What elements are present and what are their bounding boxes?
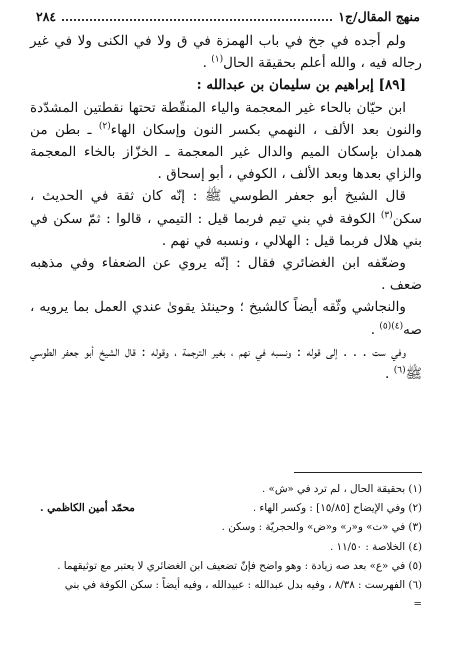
footnote-5: (٥) في «ع» بعد صه زيادة : وهو واضح فإنّ تضعيف ابن الغضائري لا يعتبر مع توثيقهما . xyxy=(57,559,422,572)
main-text xyxy=(30,30,422,385)
footnote-2 xyxy=(30,499,422,518)
running-title: منهج المقال/ج١ xyxy=(338,8,420,24)
footnote-ref-6: (٦) xyxy=(393,365,406,376)
footnote-ref-1: (١) xyxy=(211,54,224,65)
footnote-ref-4-5: (٤)(٥) xyxy=(379,321,404,332)
paragraph-7-text: وفي ست . . . إلى قوله : ونسبه في نهم ، بغير الترجمة ، وقوله : قال الشيخ أبو جعفر الطوسي ﷺ xyxy=(30,343,422,383)
footnote-2-author: محمّد أمين الكاظمي . xyxy=(40,502,135,515)
page-number: ٢٨٤ xyxy=(36,8,57,24)
paragraph-4-text-a: قال الشيخ أبو جعفر الطوسي ﷺ : إنّه كان ثقة في الحديث ، سكن xyxy=(30,188,422,227)
entry-heading: [٨٩] إبراهيم بن سليمان بن عبدالله : xyxy=(196,77,406,94)
footnote-6: (٦) الفهرست : ٨/٣٨ ، وفيه بدل عبدالله : عبيدالله ، وفيه أيضاً : سكن الكوفة في بني xyxy=(64,579,422,592)
header-dot-leader xyxy=(62,11,332,21)
footnote-1: (١) بحقيقة الحال ، لم ترد في «ش» . xyxy=(262,483,422,495)
paragraph-5: وضعّفه ابن الغضائري فقال : إنّه يروي عن الضعفاء وفي مذهبه ضعف . xyxy=(30,255,422,294)
footnote-separator xyxy=(294,472,422,473)
paragraph-1: ولم أجده في جخ في باب الهمزة في ق ولا في الكنى ولا في غير رجاله فيه ، والله أعلم بحقيقة الحال$^{(١)}$ . xyxy=(30,33,422,72)
footnote-2-text: (٢) وفي الإيضاح [١٥/٨٥] : وكسر الهاء . xyxy=(252,502,422,515)
running-header xyxy=(36,6,420,26)
paragraph-1-text: ولم أجده في جخ في باب الهمزة في ق ولا في الكنى ولا في غير رجاله فيه ، والله أعلم بحقيقة الحال xyxy=(30,33,422,72)
footnote-3: (٣) في «ت» و«ر» و«ض» والحجريّة : وسكن . xyxy=(221,521,422,534)
footnote-ref-2: (٢) xyxy=(98,121,111,132)
footnote-4: (٤) الخلاصة : ١١/٥٠ . xyxy=(329,540,422,553)
paragraph-3-continued: ـ بطن من همدان بإسكان الميم والدال غير المعجمة ـ الخزّاز بالخاء المعجمة والزاي بعدها وبعد الألف ، الكوفي ، أبو إسحاق . xyxy=(30,121,422,183)
paragraph-7: وفي ست . . . إلى قوله : ونسبه في نهم ، بغير الترجمة ، وقوله : قال الشيخ أبو جعفر الطوسي ﷺ$^{(٦)}$ . xyxy=(30,343,422,383)
footnotes xyxy=(30,480,422,614)
paragraph-4-text-b: الكوفة في بني تيم فربما قيل : التيمي ، قالوا : ثمّ سكن في بني هلال فربما قيل : الهلالي ، ونسبه في نهم . xyxy=(30,210,422,249)
footnote-ref-3: (٣) xyxy=(380,210,393,221)
paragraph-6: والنجاشي وثّقه أيضاً كالشيخ ؛ وحينئذ يقوىٰ عندي العمل بما يرويه ، صه$^{(٤)(٥)}$ . xyxy=(30,299,422,338)
paragraph-4 xyxy=(30,185,422,252)
paragraph-3 xyxy=(30,97,422,186)
paragraph-6-text: والنجاشي وثّقه أيضاً كالشيخ ؛ وحينئذ يقوىٰ عندي العمل بما يرويه ، صه xyxy=(30,299,422,338)
footnote-continuation-mark: = xyxy=(413,598,422,611)
paragraph-3-text: ابن حيّان بالحاء غير المعجمة والياء المنقّطة تحتها نقطتين المشدّدة والنون بعد الألف ، النهمي بكسر النون وإسكان الهاء xyxy=(30,99,422,138)
